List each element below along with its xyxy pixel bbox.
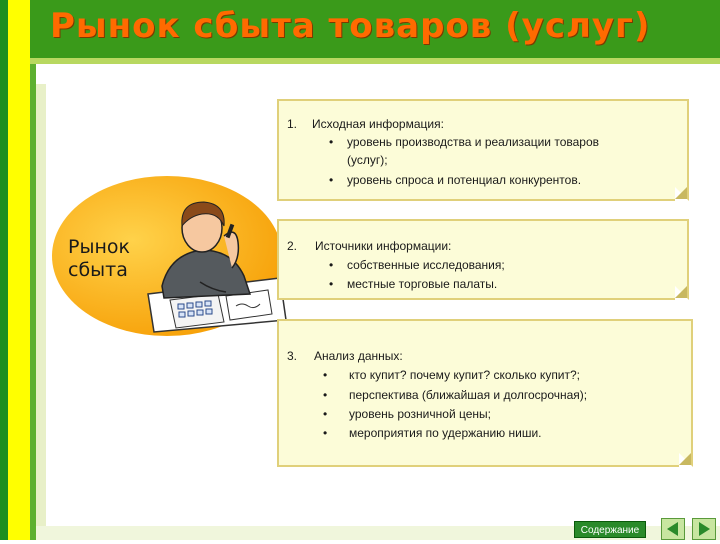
bullet-icon: • [323,426,328,440]
note-number: 3. [287,349,298,363]
bullet-icon: • [329,135,334,149]
note-heading: Источники информации: [315,239,452,253]
triangle-right-icon [693,519,715,539]
bullet-icon: • [323,407,328,421]
note-heading: Исходная информация: [312,117,444,131]
bullet-icon: • [329,173,334,187]
ellipse-label-line1: Рынок [68,236,130,258]
page-title: Рынок сбыта товаров (услуг) [50,6,651,46]
list-item: кто купит? почему купит? сколько купит?; [349,368,581,382]
list-item-continuation: (услуг); [347,153,388,167]
list-item: уровень розничной цены; [349,407,491,421]
prev-slide-button[interactable] [661,518,685,540]
bullet-icon: • [323,388,328,402]
list-item: местные торговые палаты. [347,277,498,291]
list-item: уровень производства и реализации товаров [347,135,600,149]
contents-button[interactable]: Содержание [574,521,646,538]
list-item: собственные исследования; [347,258,505,272]
ellipse-label [68,236,130,282]
bullet-icon: • [323,368,328,382]
note-heading: Анализ данных: [314,349,403,363]
panel-side-strip [36,84,46,540]
bullet-icon: • [329,277,334,291]
info-note-1 [277,99,689,201]
info-note-2 [277,219,689,300]
next-slide-button[interactable] [692,518,716,540]
info-note-3 [277,319,693,467]
note-number: 2. [287,239,298,253]
list-item: мероприятия по удержанию ниши. [349,426,542,440]
list-item: уровень спроса и потенциал конкурентов. [347,173,582,187]
note-number: 1. [287,117,298,131]
bullet-icon: • [329,258,334,272]
triangle-left-icon [662,519,684,539]
left-yellow-bar [8,0,30,540]
list-item: перспектива (ближайшая и долгосрочная); [349,388,588,402]
person-writing-illustration [140,196,290,336]
left-green-bar [0,0,8,540]
ellipse-label-line2: сбыта [68,259,128,281]
